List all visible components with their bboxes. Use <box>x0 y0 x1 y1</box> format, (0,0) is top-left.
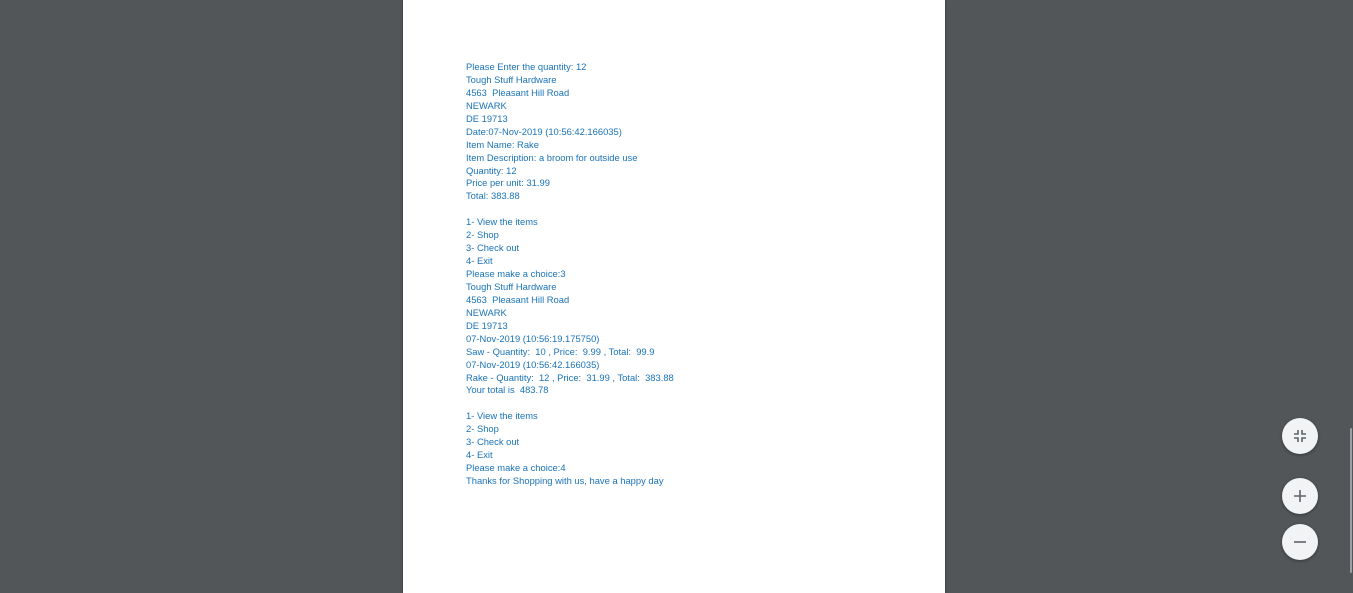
document-line: 07-Nov-2019 (10:56:19.175750) <box>466 332 600 344</box>
document-line: Date:07-Nov-2019 (10:56:42.166035) <box>466 125 622 137</box>
document-line: 3- Check out <box>466 436 520 448</box>
document-line: Price per unit: 31.99 <box>466 177 550 189</box>
document-line: Please make a choice:3 <box>466 268 566 279</box>
document-line: NEWARK <box>466 306 507 318</box>
document-line: 2- Shop <box>466 423 499 435</box>
document-line: 1- View the items <box>466 410 538 422</box>
document-line: Tough Stuff Hardware <box>466 280 557 292</box>
document-line: Rake - Quantity: 12 , Price: 31.99 , Total: 383.88 <box>466 371 674 383</box>
document-line <box>466 203 926 216</box>
document-line: Your total is 483.78 <box>466 384 549 396</box>
zoom-out-button[interactable] <box>1282 524 1318 560</box>
document-line: 4- Exit <box>466 449 493 461</box>
document-line: NEWARK <box>466 99 507 111</box>
document-line: 4563 Pleasant Hill Road <box>466 86 570 98</box>
document-line: Total: 383.88 <box>466 190 520 202</box>
document-line: Item Description: a broom for outside use <box>466 151 638 163</box>
document-line: Please make a choice:4 <box>466 462 566 474</box>
document-text <box>466 61 926 488</box>
document-page <box>403 0 945 593</box>
scrollbar-thumb[interactable] <box>1350 428 1352 573</box>
document-line: 1- View the items <box>466 216 538 228</box>
document-line: 4- Exit <box>466 255 493 267</box>
document-line: Saw - Quantity: 10 , Price: 9.99 , Total: 99.9 <box>466 345 655 357</box>
fit-to-page-button[interactable] <box>1282 418 1318 454</box>
minus-icon <box>1293 535 1307 549</box>
document-line: Please Enter the quantity: 12 <box>466 61 587 72</box>
document-line: Quantity: 12 <box>466 164 517 176</box>
document-line: 3- Check out <box>466 242 520 254</box>
document-line: DE 19713 <box>466 319 508 331</box>
document-line: Tough Stuff Hardware <box>466 73 557 85</box>
document-line <box>466 397 926 410</box>
document-line: Thanks for Shopping with us, have a happy day <box>466 475 664 486</box>
document-line: 2- Shop <box>466 229 499 241</box>
document-line: 07-Nov-2019 (10:56:42.166035) <box>466 358 600 370</box>
document-line: Item Name: Rake <box>466 138 539 150</box>
fit-to-page-icon <box>1293 429 1307 443</box>
zoom-in-button[interactable] <box>1282 478 1318 514</box>
document-line: 4563 Pleasant Hill Road <box>466 293 570 305</box>
vertical-scrollbar[interactable] <box>1349 0 1353 593</box>
document-line: DE 19713 <box>466 112 508 124</box>
plus-icon <box>1293 489 1307 503</box>
